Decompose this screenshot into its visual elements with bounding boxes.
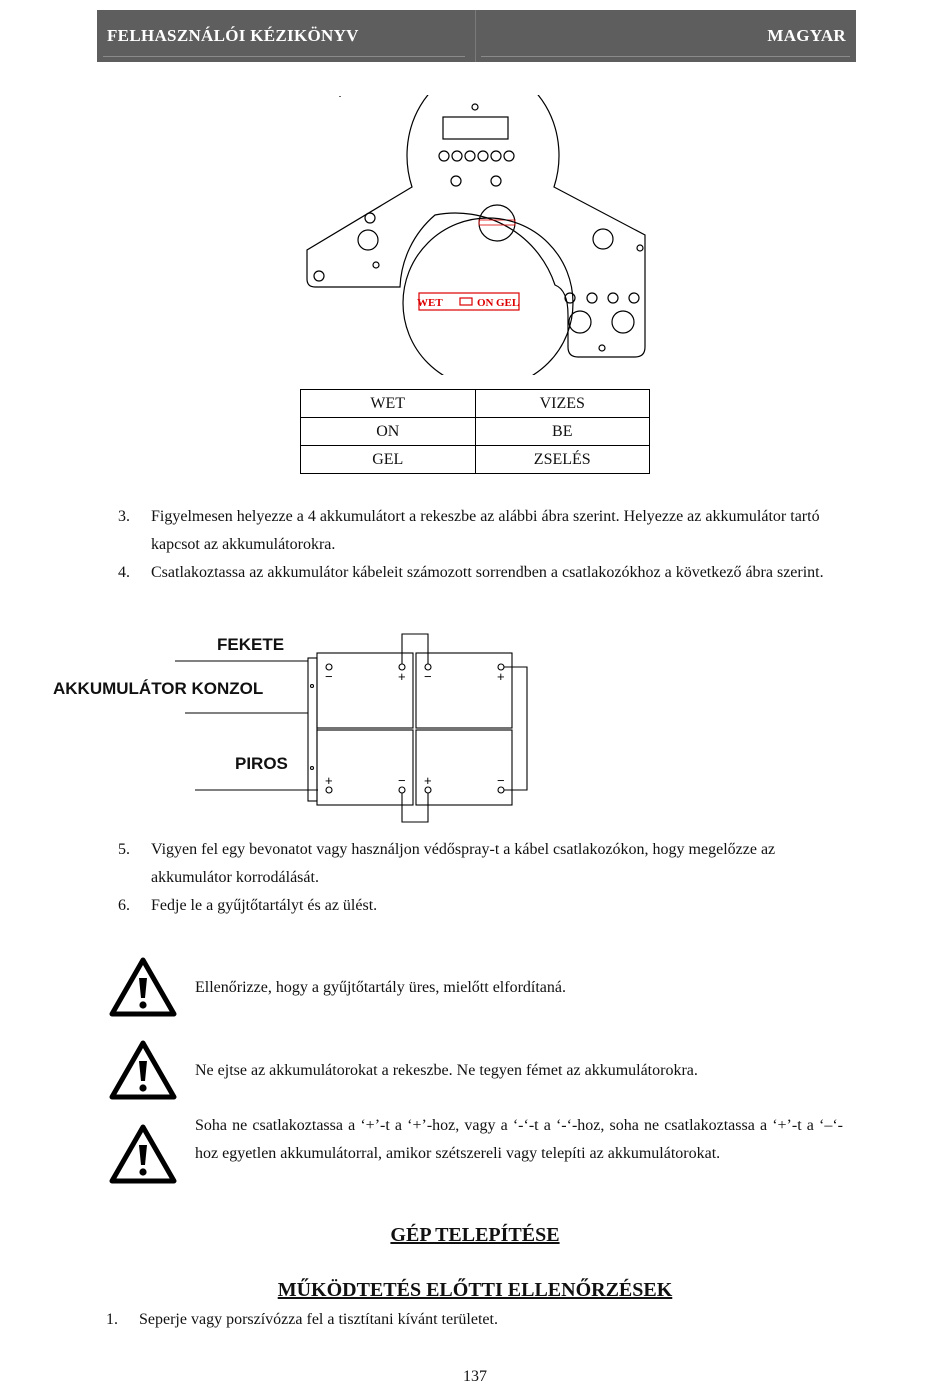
list-item-text: Figyelmesen helyezze a 4 akkumulátort a rekeszbe az alábbi ábra szerint. Helyezze az akkumulátor tartó kapcsot az akkumulátorokra. <box>151 508 820 553</box>
panel-button-r3 <box>608 293 618 303</box>
battery-3 <box>317 730 413 805</box>
panel-top-screw <box>472 104 478 110</box>
list-item <box>118 892 848 920</box>
header-divider <box>475 10 476 62</box>
panel-button-2 <box>452 151 462 161</box>
steps-list-a <box>118 503 848 587</box>
list-item-number: 4. <box>118 564 130 581</box>
control-panel-diagram <box>300 95 650 375</box>
header-title: FELHASZNÁLÓI KÉZIKÖNYV <box>107 26 359 45</box>
table-cell: WET <box>301 390 476 418</box>
polarity-b4-neg: − <box>497 773 505 788</box>
bracket-screw-bottom <box>311 767 314 770</box>
list-item-number: 1. <box>106 1311 118 1328</box>
table-cell: ZSELÉS <box>475 446 650 474</box>
header-rule-left <box>103 56 465 57</box>
switch-wet-label: WET <box>417 297 443 309</box>
heading-pre-operation-checks: MŰKÖDTETÉS ELŐTTI ELLENŐRZÉSEK <box>277 1279 673 1301</box>
battery-bracket <box>308 658 317 801</box>
list-item <box>118 559 848 587</box>
panel-screw-bottom-left <box>314 271 324 281</box>
page-header <box>97 10 856 62</box>
polarity-b3-pos: + <box>325 773 333 788</box>
battery-wiring-svg <box>40 628 540 828</box>
warning-text: Ellenőrizze, hogy a gyűjtőtartály üres, mielőtt elfordítaná. <box>195 979 566 996</box>
battery-4 <box>416 730 512 805</box>
panel-knob-left-small <box>365 213 375 223</box>
panel-knob-right <box>593 229 613 249</box>
panel-button-4 <box>478 151 488 161</box>
table-cell: ON <box>301 418 476 446</box>
panel-screw-left <box>373 262 379 268</box>
panel-button-8 <box>491 176 501 186</box>
battery-wiring-diagram <box>40 628 540 828</box>
panel-knob-r2 <box>612 311 634 333</box>
table-cell: VIZES <box>475 390 650 418</box>
polarity-b4-pos: + <box>424 773 432 788</box>
panel-switch-slider <box>460 298 472 305</box>
panel-display <box>443 117 508 139</box>
panel-button-3 <box>465 151 475 161</box>
polarity-b2-neg: − <box>424 669 432 684</box>
panel-knob-left <box>358 230 378 250</box>
list-item-text: Fedje le a gyűjtőtartályt és az ülést. <box>151 897 378 914</box>
jumper-bottom <box>402 793 428 822</box>
label-red-cable: PIROS <box>235 754 288 773</box>
warning-triangle-icon <box>108 1039 178 1101</box>
panel-button-1 <box>439 151 449 161</box>
battery-1 <box>317 653 413 728</box>
warning-text: Soha ne csatlakoztassa a ‘+’-t a ‘+’-hoz, vagy a ‘-‘-t a ‘-‘-hoz, soha ne csatlakoztassa a ‘+’-t a ‘–‘-hoz egyetlen akkumulátorral, amikor szétszereli vagy telepíti az akkumulátorokat. <box>195 1117 843 1162</box>
battery-2 <box>416 653 512 728</box>
warning-triangle-icon <box>108 1123 178 1185</box>
steps-list-c <box>106 1306 836 1334</box>
polarity-b1-neg: − <box>325 669 333 684</box>
list-item <box>106 1306 836 1334</box>
panel-button-r2 <box>587 293 597 303</box>
table-row <box>301 418 650 446</box>
label-battery-bracket: AKKUMULÁTOR KONZOL <box>53 679 264 698</box>
polarity-b3-neg: − <box>398 773 406 788</box>
panel-button-6 <box>504 151 514 161</box>
jumper-top <box>402 634 428 664</box>
switch-legend-table <box>300 389 650 474</box>
table-row <box>301 446 650 474</box>
list-item <box>118 503 848 559</box>
bracket-screw-top <box>311 685 314 688</box>
list-item-number: 6. <box>118 897 130 914</box>
panel-button-r1 <box>565 293 575 303</box>
table-cell: BE <box>475 418 650 446</box>
list-item-text: Csatlakoztassa az akkumulátor kábeleit számozott sorrendben a csatlakozókhoz a következő ábra szerint. <box>151 564 824 581</box>
panel-screw-bottom <box>599 345 605 351</box>
panel-screw-right <box>637 245 643 251</box>
panel-button-r4 <box>629 293 639 303</box>
heading-machine-installation: GÉP TELEPÍTÉSE <box>390 1224 560 1246</box>
switch-gel-label: GEL <box>496 297 520 309</box>
panel-body-outline <box>307 95 645 357</box>
list-item <box>118 836 848 892</box>
list-item-number: 5. <box>118 841 130 858</box>
panel-knob-r1 <box>569 311 591 333</box>
panel-button-5 <box>491 151 501 161</box>
label-black-cable: FEKETE <box>217 635 285 654</box>
list-item-number: 3. <box>118 508 130 525</box>
list-item-text: Vigyen fel egy bevonatot vagy használjon védőspray-t a kábel csatlakozókon, hogy megelőzze az akkumulátor korrodálását. <box>151 841 776 886</box>
panel-button-7 <box>451 176 461 186</box>
warning-text: Ne ejtse az akkumulátorokat a rekeszbe. Ne tegyen fémet az akkumulátorokra. <box>195 1062 698 1079</box>
table-cell: GEL <box>301 446 476 474</box>
switch-on-label: ON <box>477 297 494 309</box>
list-item-text: Seperje vagy porszívózza fel a tisztítani kívánt területet. <box>139 1311 498 1328</box>
polarity-b2-pos: + <box>497 669 505 684</box>
page-number: 137 <box>463 1368 487 1385</box>
table-row <box>301 390 650 418</box>
header-language: MAGYAR <box>767 26 846 45</box>
steps-list-b <box>118 836 848 920</box>
warning-triangle-icon <box>108 956 178 1018</box>
polarity-b1-pos: + <box>398 669 406 684</box>
header-rule-right <box>481 56 850 57</box>
panel-switch-small <box>479 205 515 241</box>
